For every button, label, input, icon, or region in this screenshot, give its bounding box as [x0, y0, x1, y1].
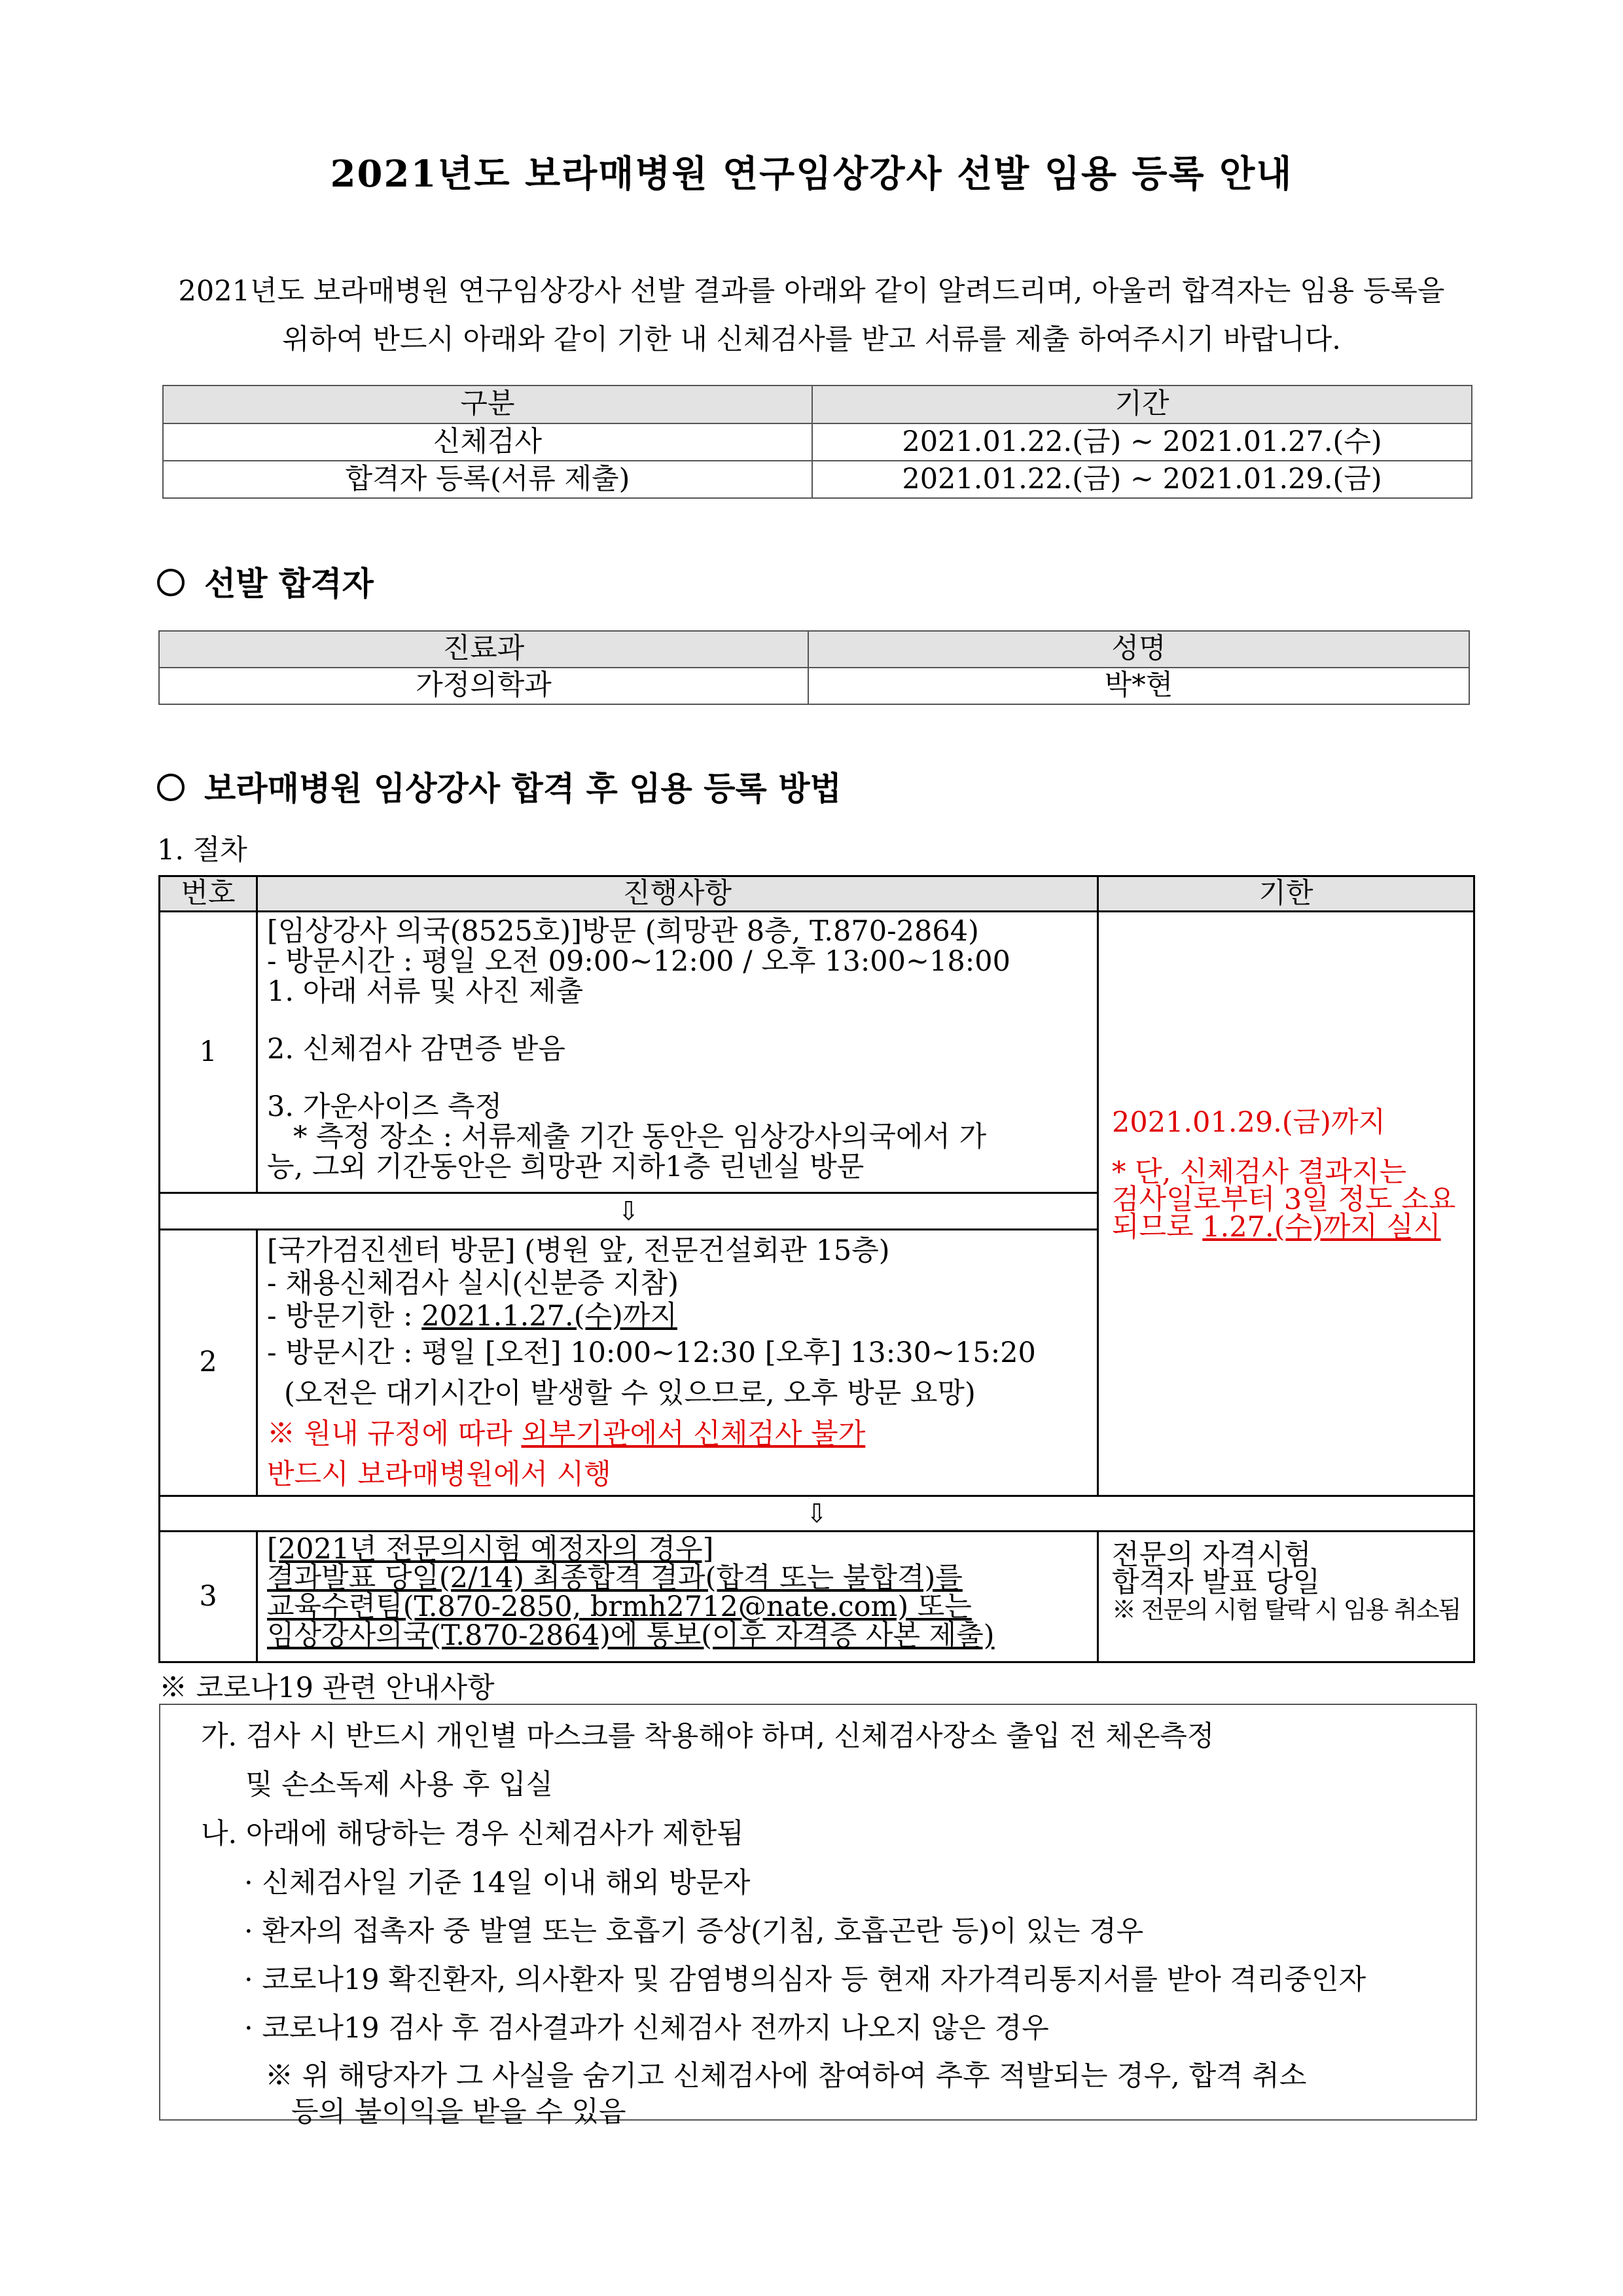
row2-line: (오전은 대기시간이 발생할 수 있으므로, 오후 방문 요망) — [284, 1377, 976, 1410]
schedule-header-period: 기간 — [812, 386, 1472, 423]
circle-bullet-icon — [157, 774, 185, 801]
intro-line-2: 위하여 반드시 아래와 같이 기한 내 신체검사를 받고 서류를 제출 하여주시기 바랍니다. — [282, 323, 1341, 356]
procedure-header-deadline: 기한 — [1098, 876, 1474, 912]
schedule-cell: 2021.01.22.(금) ~ 2021.01.29.(금) — [812, 461, 1472, 498]
row2-line-red-underlined: 외부기관에서 신체검사 불가 — [521, 1418, 866, 1450]
row1-line: - 방문시간 : 평일 오전 09:00~12:00 / 오후 13:00~18:00 — [267, 945, 1010, 978]
row2-line: - 채용신체검사 실시(신분증 지참) — [267, 1267, 679, 1300]
row3-number: 3 — [160, 1532, 257, 1662]
covid-line: · 코로나19 검사 후 검사결과가 신체검사 전까지 나오지 않은 경우 — [244, 2012, 1049, 2045]
covid-line: 가. 검사 시 반드시 개인별 마스크를 착용해야 하며, 신체검사장소 출입 전 체온측정 — [201, 1720, 1215, 1753]
row1-line: 능, 그외 기간동안은 희망관 지하1층 린넨실 방문 — [267, 1151, 865, 1183]
row2-number: 2 — [160, 1230, 257, 1496]
row3-line: 결과발표 당일(2/14) 최종합격 결과(합격 또는 불합격)를 — [267, 1562, 963, 1594]
deadline-note-underlined: 1.27.(수)까지 실시 — [1202, 1211, 1441, 1244]
row2-line: - 방문시간 : 평일 [오전] 10:00~12:30 [오후] 13:30~15:20 — [267, 1336, 1036, 1369]
covid-line: 등의 불이익을 받을 수 있음 — [291, 2096, 626, 2128]
row2-line-red: 반드시 보라매병원에서 시행 — [267, 1458, 611, 1491]
section-heading-procedure: 보라매병원 임상강사 합격 후 임용 등록 방법 — [157, 762, 842, 810]
deadline-date: 2021.01.29.(금)까지 — [1112, 1106, 1386, 1139]
row1-line: [임상강사 의국(8525호)]방문 (희망관 8층, T.870-2864) — [267, 915, 979, 948]
deadline-note: 검사일로부터 3일 정도 소요 — [1112, 1183, 1456, 1216]
covid-line: · 코로나19 확진환자, 의사환자 및 감염병의심자 등 현재 자가격리통지서를 받아 격리중인자 — [244, 1964, 1366, 1996]
row3-deadline — [1098, 1532, 1474, 1662]
row1-line: 1. 아래 서류 및 사진 제출 — [267, 975, 584, 1008]
row2-line-underlined: 2021.1.27.(수)까지 — [421, 1300, 677, 1333]
page-title: 2021년도 보라매병원 연구임상강사 선발 임용 등록 안내 — [330, 152, 1293, 196]
row2-line: - 방문기한 : — [267, 1300, 422, 1333]
covid-heading: ※ 코로나19 관련 안내사항 — [159, 1672, 495, 1704]
row3-line: [2021년 전문의시험 예정자의 경우] — [267, 1533, 714, 1566]
schedule-table — [162, 385, 1472, 499]
deadline-note: 되므로 — [1112, 1211, 1203, 1244]
row3-content — [257, 1532, 1098, 1662]
passers-header-name: 성명 — [808, 631, 1469, 668]
passers-header-department: 진료과 — [159, 631, 808, 668]
covid-line: 나. 아래에 해당하는 경우 신체검사가 제한됨 — [201, 1818, 744, 1850]
procedure-header-number: 번호 — [160, 876, 257, 912]
row3-line: 임상강사의국(T.870-2864)에 통보(이후 자격증 사본 제출) — [267, 1619, 995, 1652]
row1-number: 1 — [160, 912, 257, 1193]
passers-cell: 가정의학과 — [159, 668, 808, 704]
down-arrow-icon: ⇩ — [160, 1193, 1098, 1230]
row2-line-red: ※ 원내 규정에 따라 — [267, 1418, 522, 1450]
row2-content — [257, 1230, 1098, 1496]
row1-line: 3. 가운사이즈 측정 — [267, 1090, 503, 1123]
subhead-procedure: 1. 절차 — [157, 834, 247, 867]
row3-deadline-line: 전문의 자격시험 — [1112, 1539, 1311, 1571]
row1-line: * 측정 장소 : 서류제출 기간 동안은 임상강사의국에서 가 — [293, 1121, 987, 1153]
deadline-note: * 단, 신체검사 결과지는 — [1112, 1156, 1407, 1189]
deadline-cell-1-2 — [1098, 912, 1474, 1496]
schedule-cell: 신체검사 — [163, 423, 812, 461]
row3-deadline-line: 합격자 발표 당일 — [1112, 1566, 1321, 1599]
covid-line: ※ 위 해당자가 그 사실을 숨기고 신체검사에 참여하여 추후 적발되는 경우, 합격 취소 — [265, 2060, 1307, 2092]
row3-deadline-line: ※ 전문의 시험 탈락 시 임용 취소됨 — [1112, 1596, 1461, 1624]
schedule-cell: 2021.01.22.(금) ~ 2021.01.27.(수) — [812, 423, 1472, 461]
section-heading-passers: 선발 합격자 — [157, 558, 374, 605]
row2-line: [국가검진센터 방문] (병원 앞, 전문건설회관 15층) — [267, 1234, 890, 1267]
procedure-table — [158, 875, 1475, 1663]
passers-table — [158, 630, 1470, 705]
down-arrow-icon: ⇩ — [160, 1496, 1474, 1532]
circle-bullet-icon — [157, 569, 185, 596]
covid-notice-box — [159, 1704, 1477, 2128]
schedule-header-category: 구분 — [163, 386, 812, 423]
covid-line: · 환자의 접촉자 중 발열 또는 호흡기 증상(기침, 호흡곤란 등)이 있는 경우 — [244, 1915, 1144, 1948]
covid-line: 및 손소독제 사용 후 입실 — [245, 1768, 554, 1801]
row1-content — [257, 912, 1098, 1193]
row1-line: 2. 신체검사 감면증 받음 — [267, 1033, 565, 1066]
row3-line: 교육수련팀(T.870-2850, brmh2712@nate.com) 또는 — [267, 1590, 972, 1623]
covid-line: · 신체검사일 기준 14일 이내 해외 방문자 — [244, 1867, 751, 1899]
passers-cell: 박*현 — [808, 668, 1469, 704]
procedure-header-steps: 진행사항 — [257, 876, 1098, 912]
intro-line-1: 2021년도 보라매병원 연구임상강사 선발 결과를 아래와 같이 알려드리며, 아울러 합격자는 임용 등록을 — [178, 275, 1445, 308]
schedule-cell: 합격자 등록(서류 제출) — [163, 461, 812, 498]
